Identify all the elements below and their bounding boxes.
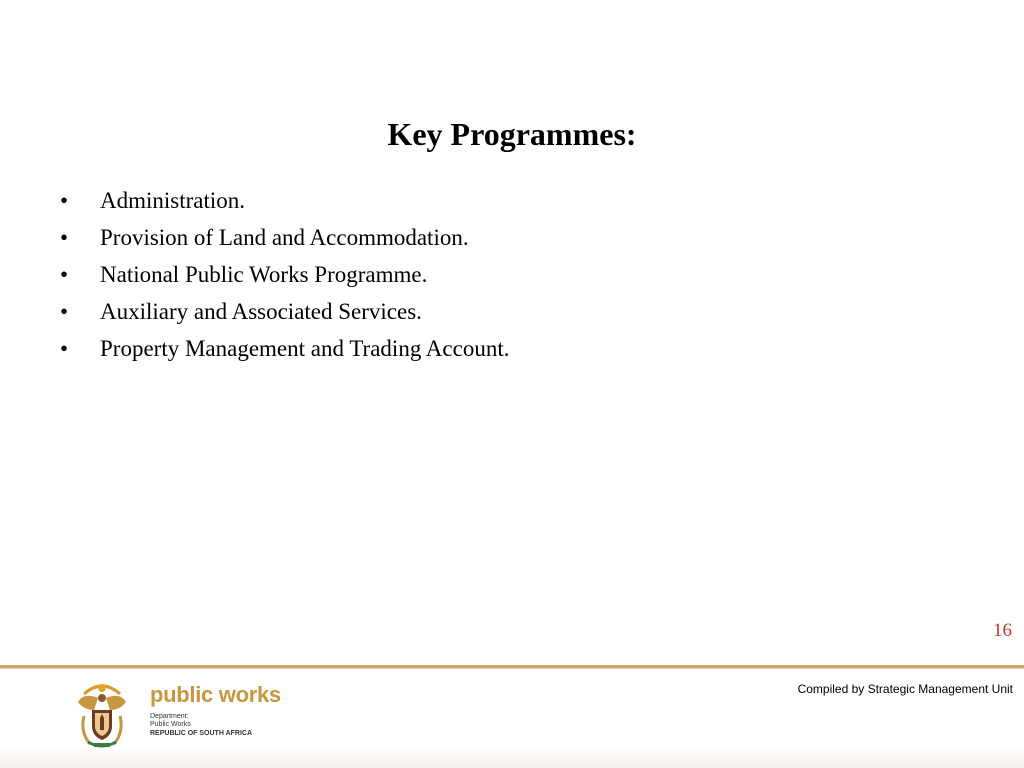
- bullet-text: Administration.: [100, 188, 246, 213]
- compiled-by-note: Compiled by Strategic Management Unit: [797, 682, 1013, 696]
- bullet-item: [60, 185, 509, 222]
- bullet-marker: •: [60, 336, 69, 361]
- logo-department: Department:: [150, 713, 189, 720]
- slide-title: Key Programmes:: [387, 116, 637, 152]
- bullet-text: Property Management and Trading Account.: [100, 336, 510, 361]
- logo-brand: public works: [150, 682, 281, 707]
- bullet-item: [60, 259, 509, 296]
- bullet-item: [60, 296, 509, 333]
- logo-country: REPUBLIC OF SOUTH AFRICA: [150, 730, 253, 737]
- coat-of-arms-icon: [74, 680, 130, 750]
- bullet-marker: •: [60, 262, 69, 287]
- bullet-item: [60, 222, 509, 259]
- bullet-text: Provision of Land and Accommodation.: [100, 225, 469, 250]
- page-number: 16: [993, 620, 1012, 641]
- bullet-list: [60, 185, 509, 370]
- logo-public-works: Public Works: [150, 721, 191, 728]
- bullet-text: Auxiliary and Associated Services.: [100, 299, 422, 324]
- bullet-marker: •: [60, 188, 69, 213]
- bullet-item: [60, 333, 509, 370]
- logo-text: [150, 683, 281, 738]
- bullet-text: National Public Works Programme.: [100, 262, 428, 287]
- bullet-marker: •: [60, 299, 69, 324]
- bullet-marker: •: [60, 225, 69, 250]
- public-works-logo: [74, 680, 281, 750]
